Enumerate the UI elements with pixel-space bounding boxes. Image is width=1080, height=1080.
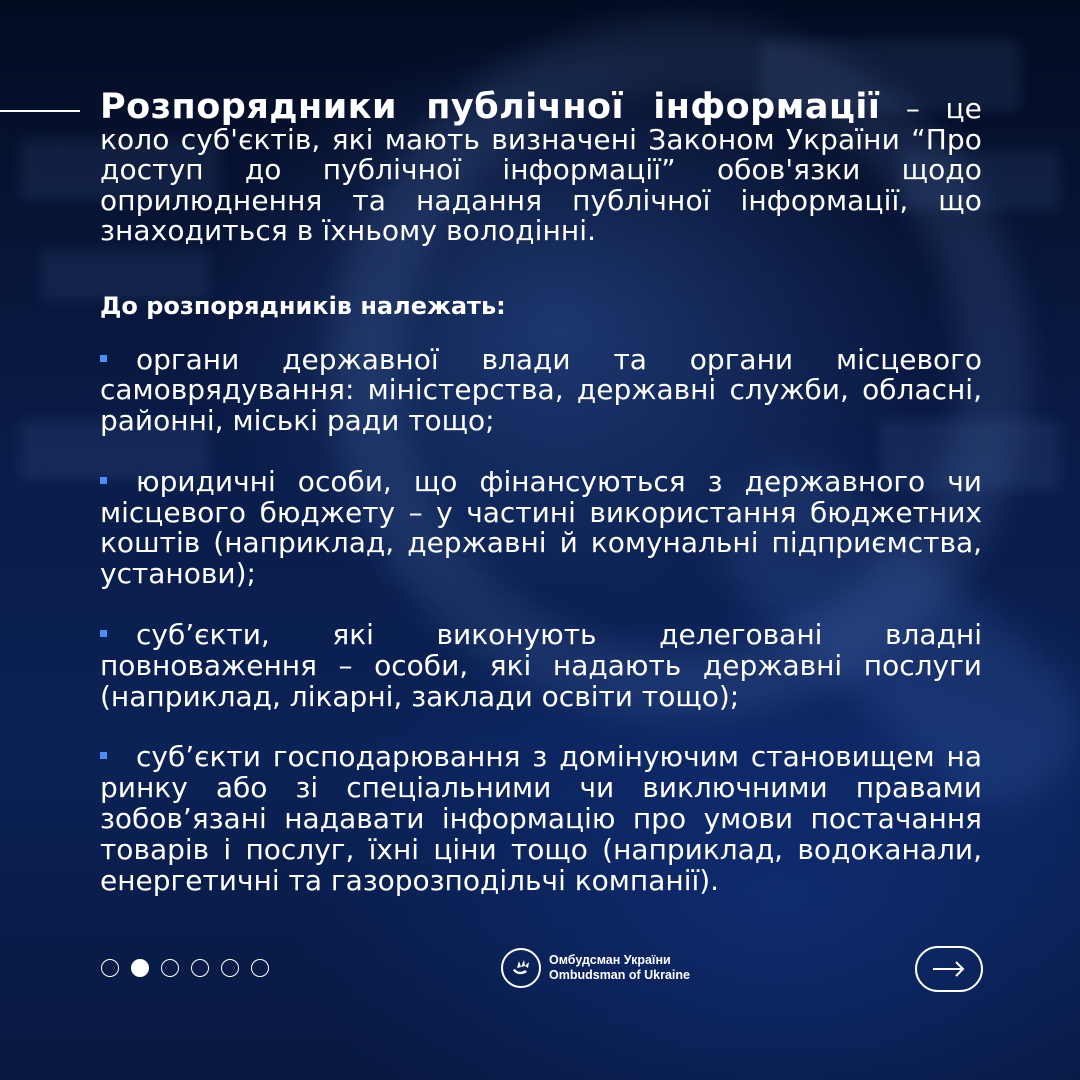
definition-paragraph [100,87,982,247]
definition-text: – це коло суб'єктів, які мають визначені Законом України “Про доступ до публічної інформації” обов'язки щодо оприлюднення та надання публічної інформації, що знаходиться в їхньому володінні. [100,92,982,247]
bullet-marker [100,477,107,484]
ombudsman-emblem-icon [501,948,541,988]
page-dot-4[interactable] [191,959,209,977]
page-dot-6[interactable] [251,959,269,977]
logo-name-en: Ombudsman of Ukraine [549,968,690,982]
arrow-right-icon [932,961,966,977]
section-heading: До розпорядників належать: [100,291,506,320]
bullet-marker [100,752,107,759]
page-dot-2-active[interactable] [131,959,149,977]
page-dot-5[interactable] [221,959,239,977]
bullet-marker [100,355,107,362]
list-item [100,464,982,591]
accent-line [0,110,80,112]
page-dot-3[interactable] [161,959,179,977]
bullet-marker [100,630,107,637]
logo-name-ua: Омбудсман України [549,953,671,967]
main-content [100,87,982,926]
list-item-text: органи державної влади та органи місцевого самоврядування: міністерства, державні служби, обласні, районні, міські ради тощо; [100,342,982,438]
list-item-text: суб’єкти господарювання з домінуючим становищем на ринку або зі спеціальними чи виключними правами зобов’язані надавати інформацію про умови постачання товарів і послуг, їхні ціни тощо (наприклад, водоканали, енергетичні та газорозподільчі компанії). [100,740,982,897]
definition-term: Розпорядники публічної інформації [100,87,881,127]
next-slide-button[interactable] [915,946,983,992]
list-item [100,342,982,438]
bullet-list [100,342,982,897]
list-item [100,742,982,896]
pagination-dots [101,959,269,977]
list-item-text: юридичні особи, що фінансуються з державного чи місцевого бюджету – у частині використання бюджетних коштів (наприклад, державні й комунальні підприємства, установи); [100,464,982,591]
page-dot-1[interactable] [101,959,119,977]
ombudsman-logo [501,948,690,988]
list-item [100,620,982,712]
list-item-text: суб’єкти, які виконують делеговані владні повноваження – особи, які надають державні послуги (наприклад, лікарні, заклади освіти тощо); [100,618,982,713]
